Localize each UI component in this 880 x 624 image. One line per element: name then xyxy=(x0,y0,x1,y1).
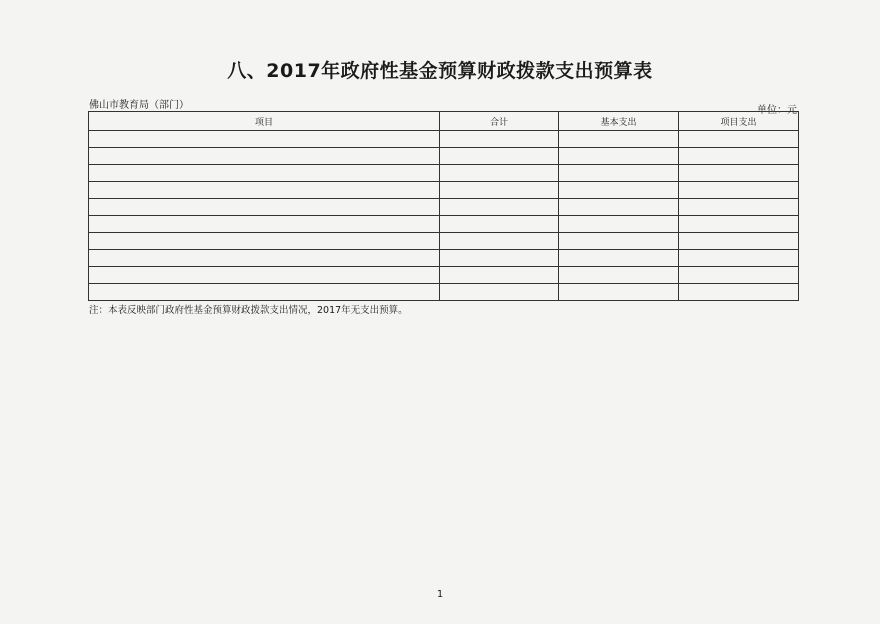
table-row xyxy=(89,199,799,216)
table-cell xyxy=(559,148,679,165)
table-cell xyxy=(440,182,559,199)
unit-label: 单位：元 xyxy=(757,105,797,116)
table-cell xyxy=(440,250,559,267)
table-row xyxy=(89,216,799,233)
table-cell xyxy=(559,267,679,284)
table-cell xyxy=(559,165,679,182)
table-row xyxy=(89,233,799,250)
table-cell xyxy=(679,148,799,165)
table-cell xyxy=(89,284,440,301)
table-cell xyxy=(559,250,679,267)
table-cell xyxy=(679,267,799,284)
department-label: 佛山市教育局（部门） xyxy=(89,100,189,111)
page-number: 1 xyxy=(436,589,444,600)
table-cell xyxy=(559,284,679,301)
table-cell xyxy=(679,199,799,216)
header-project-expense: 项目支出 xyxy=(679,112,799,131)
table-cell xyxy=(89,216,440,233)
table-cell xyxy=(440,148,559,165)
footnote: 注：本表反映部门政府性基金预算财政拨款支出情况，2017年无支出预算。 xyxy=(89,305,408,316)
table-row xyxy=(89,165,799,182)
table-cell xyxy=(440,233,559,250)
table-row xyxy=(89,284,799,301)
table-cell xyxy=(89,165,440,182)
table-cell xyxy=(679,131,799,148)
table-cell xyxy=(89,148,440,165)
table-cell xyxy=(89,182,440,199)
table-cell xyxy=(679,233,799,250)
table-cell xyxy=(679,182,799,199)
table-cell xyxy=(679,165,799,182)
table-row xyxy=(89,182,799,199)
table-cell xyxy=(89,267,440,284)
table-cell xyxy=(440,165,559,182)
table-row xyxy=(89,131,799,148)
header-item: 项目 xyxy=(89,112,440,131)
header-basic-expense: 基本支出 xyxy=(559,112,679,131)
table-row xyxy=(89,250,799,267)
table-row xyxy=(89,267,799,284)
table-cell xyxy=(559,216,679,233)
table-cell xyxy=(89,250,440,267)
header-total: 合计 xyxy=(440,112,559,131)
table-cell xyxy=(440,267,559,284)
budget-table xyxy=(88,111,799,301)
table-cell xyxy=(89,131,440,148)
table-cell xyxy=(679,250,799,267)
table-cell xyxy=(559,131,679,148)
table-cell xyxy=(559,182,679,199)
table-cell xyxy=(440,216,559,233)
table-cell xyxy=(89,199,440,216)
table-cell xyxy=(679,284,799,301)
table-cell xyxy=(440,199,559,216)
table-row xyxy=(89,148,799,165)
table-cell xyxy=(440,284,559,301)
table-header-row xyxy=(89,112,799,131)
table-cell xyxy=(679,216,799,233)
table-cell xyxy=(559,199,679,216)
table-cell xyxy=(559,233,679,250)
page-title: 八、2017年政府性基金预算财政拨款支出预算表 xyxy=(227,60,653,82)
table-cell xyxy=(89,233,440,250)
table-cell xyxy=(440,131,559,148)
